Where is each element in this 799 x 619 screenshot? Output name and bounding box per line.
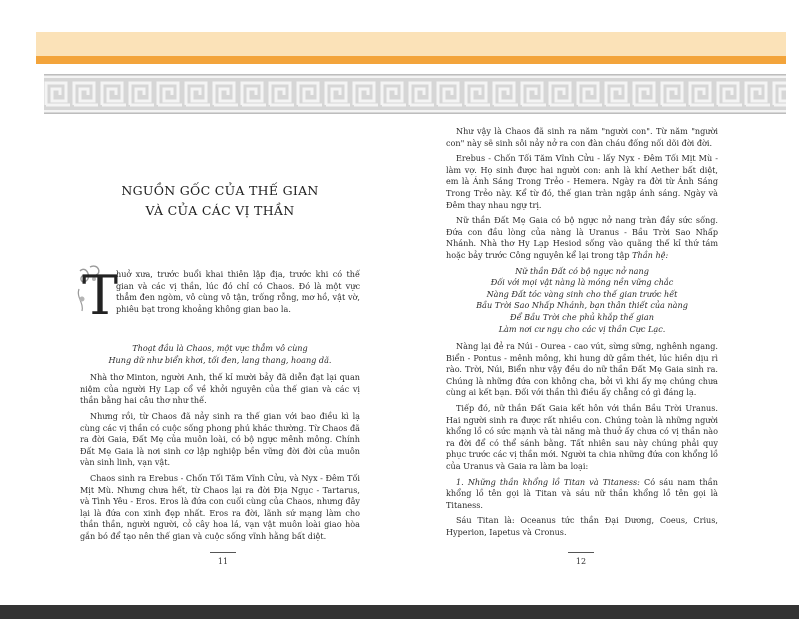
verse-line: Làm nơi cư ngụ cho các vị thần Cực Lạc. bbox=[498, 323, 666, 334]
paragraph: Tiếp đó, nữ thần Đất Gaia kết hôn với thần Bầu Trời Uranus. Hai người sinh ra được rất nhiều con. Chúng toàn là những người khổng lồ có sức mạnh và tài năng mà thuở ấy chưa có vị thần nào ra đời để có thể sánh bằng. Tất nhiên sau này chúng phải quy phục trước các vị thần mới. Người ta chia những đứa con khổng lồ của Uranus và Gaia ra làm ba loại: bbox=[446, 403, 718, 472]
work-title: Thần hệ: bbox=[632, 249, 669, 260]
paragraph: Erebus - Chốn Tối Tăm Vĩnh Cửu - lấy Nyx - Đêm Tối Mịt Mù - làm vợ. Họ sinh được hai người con: anh là khí Aether bất diệt, em là Ánh Sáng Trong Trẻo - Hemera. Ngày ra đời từ Ánh Sáng Trong Trẻo này. Kể từ đó, thế gian tràn ngập ánh sáng. Ngày và Đêm thay nhau ngự trị. bbox=[446, 153, 718, 210]
right-page bbox=[446, 126, 718, 543]
paragraph bbox=[446, 215, 718, 261]
verse-line: Nàng Đất tóc vàng sinh cho thế gian trước hết bbox=[486, 288, 678, 299]
greek-key-border bbox=[44, 74, 786, 114]
verse-line: Thoạt đầu là Chaos, một vực thẳm vô cùng bbox=[132, 343, 308, 353]
paragraph-text: Nữ thần Đất Mẹ Gaia có bộ ngực nở nang tràn đầy sức sống. Đứa con đầu lòng của nàng là Uranus - Bầu Trời Sao Nhấp Nhánh. Nhà thơ Hy Lạp Hesiod sống vào quãng thế kỉ thứ tám hoặc bảy trước Công nguyên kể lại trong tập bbox=[446, 215, 718, 260]
verse-line: Đối với mọi vật nàng là móng nền vững chắc bbox=[490, 277, 674, 288]
greek-key-pattern bbox=[44, 75, 786, 113]
paragraph: Nàng lại đẻ ra Núi - Ourea - cao vút, sừng sững, nghênh ngang. Biển - Pontus - mênh mông, khi hung dữ gầm thét, lúc hiền dịu rì rào. Trời, Núi, Biển như vậy đều do nữ thần Đất Mẹ Gaia sinh ra. Chúng là những đứa con không cha, bởi vì khi ấy mẹ chúng chưa cùng ai kết bạn. Đối với thần thì điều ấy chẳng có gì đáng lạ. bbox=[446, 341, 718, 398]
chapter-title-line-1: NGUỒN GỐC CỦA THẾ GIAN bbox=[121, 183, 319, 198]
header-band-orange bbox=[36, 56, 786, 64]
paragraph: Như vậy là Chaos đã sinh ra năm "người con". Từ năm "người con" này sẽ sinh sôi nảy nở ra con đàn cháu đống nối dõi đời đời. bbox=[446, 126, 718, 148]
paragraph: huở xưa, trước buổi khai thiên lập địa, trước khi có thế gian và các vị thần, lúc đó chỉ có Chaos. Đó là một vực thẳm đen ngòm, vô cùng vô tận, trống rỗng, mơ hồ, vật vờ, phiêu bạt trong khoảng không gian bao la. bbox=[116, 269, 360, 314]
paragraph-text: Có sáu nam thần khổng lồ tên gọi là Titan và sáu nữ thần khổng lồ tên gọi là Titaness. bbox=[446, 476, 718, 510]
verse-quote bbox=[446, 266, 718, 336]
bottom-edge-bar bbox=[0, 605, 799, 619]
verse-line: Nữ thần Đất có bộ ngực nở nang bbox=[515, 265, 649, 276]
verse-line: Bầu Trời Sao Nhấp Nhánh, bạn thân thiết của nàng bbox=[476, 300, 688, 311]
paragraph: Nhưng rồi, từ Chaos đã nảy sinh ra thế gian với bao điều kì lạ cùng các vị thần có cuộc sống phong phú khác thường. Từ Chaos đã ra đời Gaia, Đất Mẹ của muôn loài, có bộ ngực mênh mông. Chính Đất Mẹ Gaia là nơi sinh cơ lập nghiệp bền vững đời đời của muôn vàn sinh linh, vạn vật. bbox=[80, 410, 360, 468]
verse-line: Hung dữ như biển khơi, tối đen, lang thang, hoang dã. bbox=[108, 354, 332, 365]
page-number-left: 11 bbox=[208, 552, 238, 566]
section-heading: 1. Những thần khổng lồ Titan và Titaness: bbox=[456, 476, 640, 487]
verse-quote bbox=[80, 343, 360, 366]
chapter-title bbox=[80, 181, 360, 221]
verse-line: Để Bầu Trời che phủ khắp thế gian bbox=[510, 311, 654, 322]
page-number-right: 12 bbox=[566, 552, 596, 566]
paragraph: Sáu Titan là: Oceanus tức thần Đại Dương, Coeus, Crius, Hyperion, Iapetus và Cronus. bbox=[446, 515, 718, 537]
paragraph: Chaos sinh ra Erebus - Chốn Tối Tăm Vĩnh Cửu, và Nyx - Đêm Tối Mịt Mù. Nhưng chưa hết, từ Chaos lại ra đời Địa Ngục - Tartarus, và Tình Yêu - Eros. Eros là đứa con cuối cùng của Chaos, nhưng đây lại là đứa con xinh đẹp nhất. Eros ra đời, lãnh sứ mạng làm cho thần thần, người người, cỏ cây hoa lá, vạn vật muôn loài giao hòa gắn bó để tạo nên thế gian và cuộc sống vĩnh hằng bất diệt. bbox=[80, 472, 360, 541]
ornamental-dropcap bbox=[76, 263, 120, 335]
paragraph: Nhà thơ Minton, người Anh, thế kỉ mười bảy đã diễn đạt lại quan niệm của người Hy Lạp cổ về khởi nguyên của thế gian và các vị thần bằng hai câu thơ như thế. bbox=[80, 372, 360, 406]
left-page bbox=[80, 125, 360, 547]
left-body bbox=[80, 264, 360, 543]
dropcap-letter: T bbox=[82, 264, 119, 327]
chapter-title-line-2: VÀ CỦA CÁC VỊ THẦN bbox=[145, 203, 295, 218]
paragraph bbox=[446, 477, 718, 512]
